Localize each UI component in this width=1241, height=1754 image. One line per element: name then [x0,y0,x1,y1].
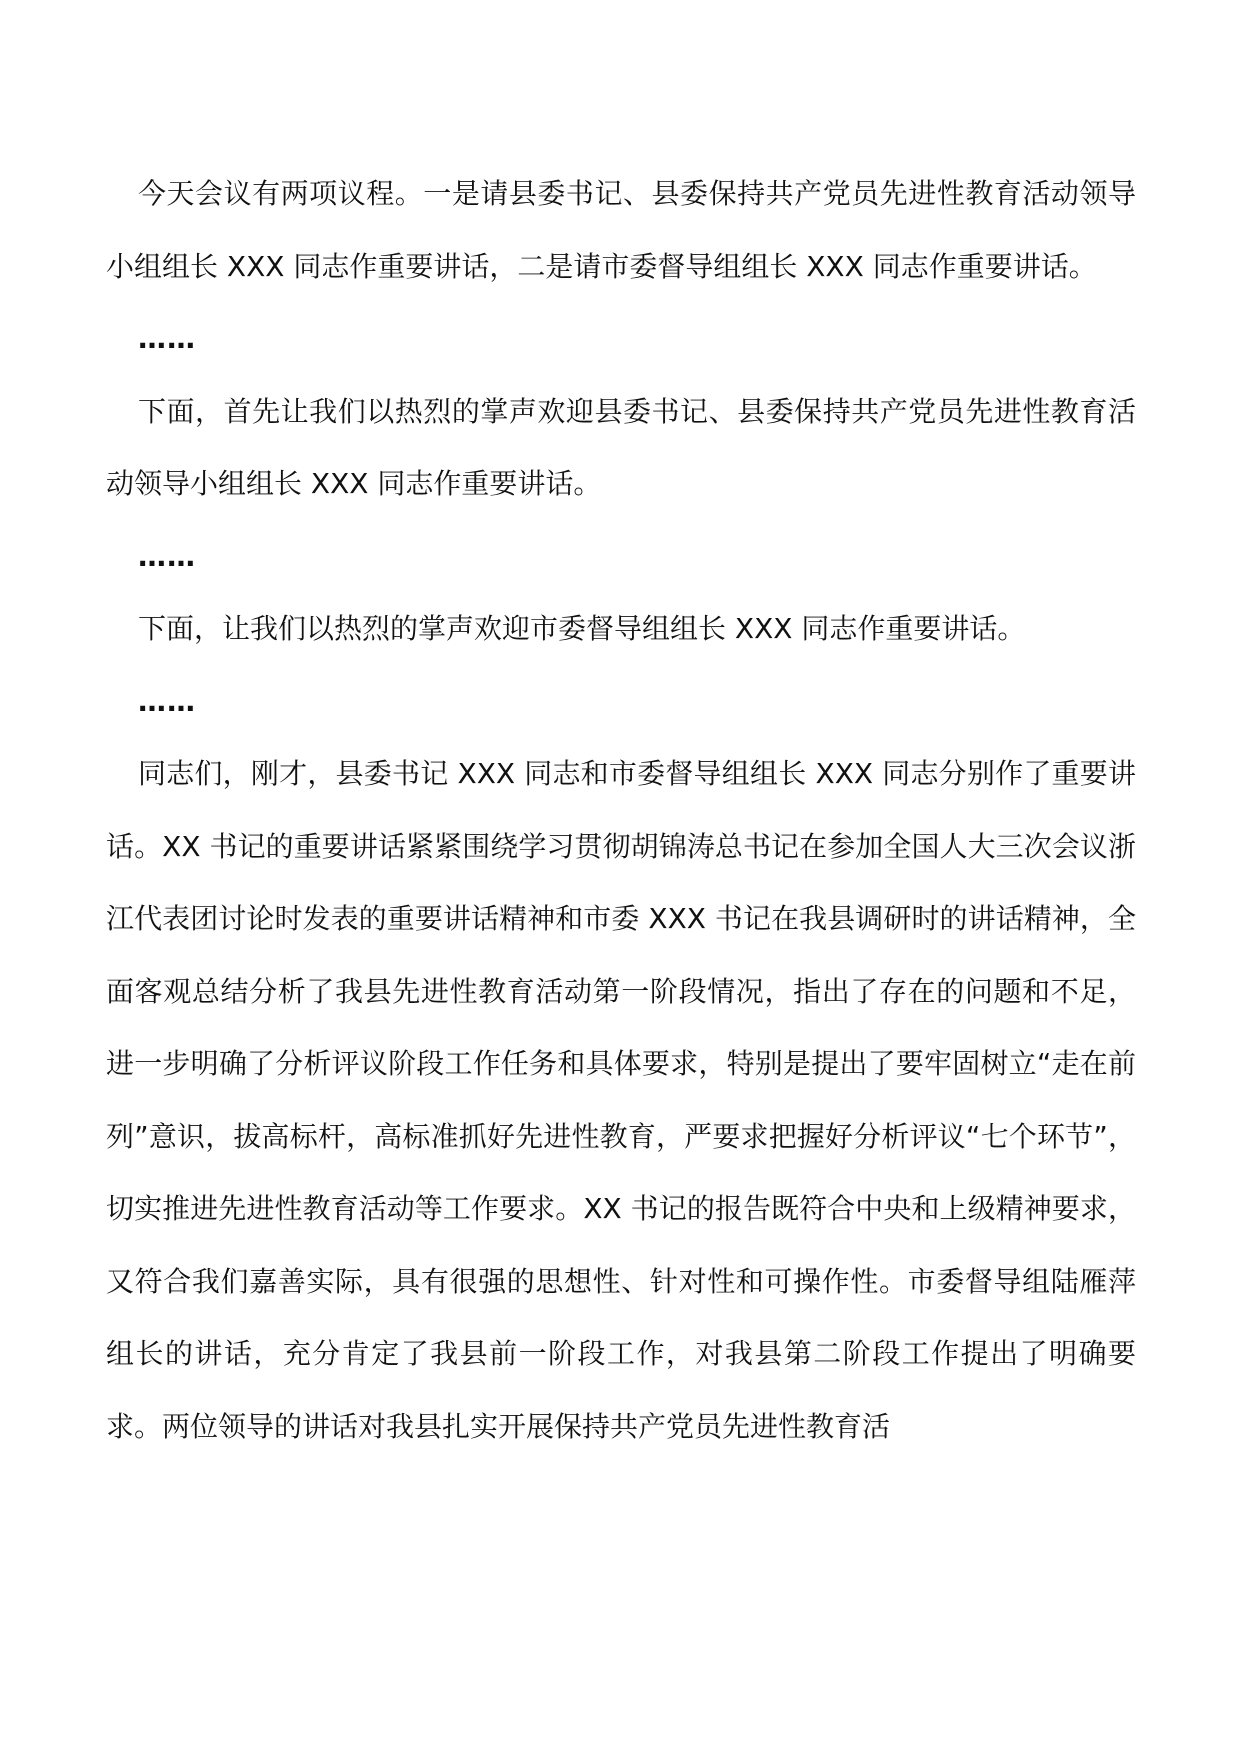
paragraph-agenda: 今天会议有两项议程。一是请县委书记、县委保持共产党员先进性教育活动领导小组组长 XXX 同志作重要讲话，二是请市委督导组组长 XXX 同志作重要讲话。 [106,177,1136,283]
document-body [106,158,1136,1463]
ellipsis-1: …… [138,322,196,355]
paragraph-summary: 同志们，刚才，县委书记 XXX 同志和市委督导组组长 XXX 同志分别作了重要讲话。XX 书记的重要讲话紧紧围绕学习贯彻胡锦涛总书记在参加全国人大三次会议浙江代表团讨论时发表的重要讲话精神和市委 XXX 书记在我县调研时的讲话精神，全面客观总结分析了我县先进性教育活动第一阶段情况，指出了存在的问题和不足，进一步明确了分析评议阶段工作任务和具体要求，特别是提出了要牢固树立“走在前列”意识，拔高标杆，高标准抓好先进性教育，严要求把握好分析评议“七个环节”，切实推进先进性教育活动等工作要求。XX 书记的报告既符合中央和上级精神要求，又符合我们嘉善实际，具有很强的思想性、针对性和可操作性。市委督导组陆雁萍组长的讲话，充分肯定了我县前一阶段工作，对我县第二阶段工作提出了明确要求。两位领导的讲话对我县扎实开展保持共产党员先进性教育活 [106,757,1136,1443]
paragraph-welcome-supervisor: 下面，让我们以热烈的掌声欢迎市委督导组组长 XXX 同志作重要讲话。 [138,612,1026,645]
ellipsis-3: …… [138,684,196,718]
ellipsis-2: …… [138,539,196,573]
paragraph-welcome-county-secretary: 下面，首先让我们以热烈的掌声欢迎县委书记、县委保持共产党员先进性教育活动领导小组组长 XXX 同志作重要讲话。 [106,394,1136,500]
